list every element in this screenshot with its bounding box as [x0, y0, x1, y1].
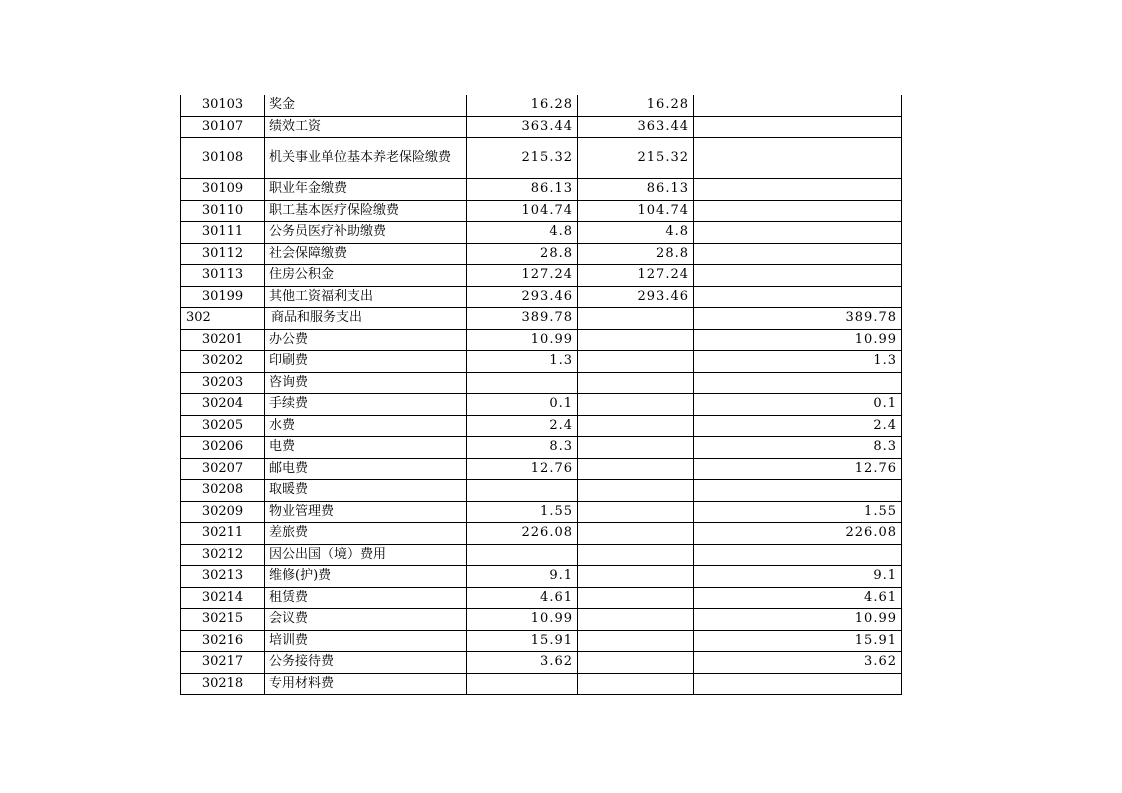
table-row	[181, 609, 902, 631]
basic-expenditure-cell: 363.44	[578, 116, 694, 138]
item-name-cell: 绩效工资	[265, 116, 467, 138]
total-cell: 104.74	[467, 200, 578, 222]
item-name-cell: 其他工资福利支出	[265, 286, 467, 308]
economic-code-cell: 30201	[181, 329, 265, 351]
project-expenditure-cell: 10.99	[694, 609, 902, 631]
economic-code-cell: 30215	[181, 609, 265, 631]
economic-code-cell: 30217	[181, 652, 265, 674]
economic-code-cell: 302	[181, 308, 265, 330]
item-name-cell: 电费	[265, 437, 467, 459]
table-row	[181, 587, 902, 609]
total-cell: 86.13	[467, 179, 578, 201]
basic-expenditure-cell	[578, 523, 694, 545]
economic-code-cell: 30207	[181, 458, 265, 480]
expenditure-table	[180, 95, 902, 695]
economic-code-cell: 30108	[181, 138, 265, 179]
table-row	[181, 138, 902, 179]
table-row	[181, 394, 902, 416]
economic-code-cell: 30203	[181, 372, 265, 394]
item-name-cell: 住房公积金	[265, 265, 467, 287]
table-row	[181, 523, 902, 545]
project-expenditure-cell	[694, 265, 902, 287]
total-cell: 363.44	[467, 116, 578, 138]
total-cell	[467, 372, 578, 394]
table-row	[181, 652, 902, 674]
project-expenditure-cell	[694, 200, 902, 222]
economic-code-cell: 30107	[181, 116, 265, 138]
economic-code-cell: 30212	[181, 544, 265, 566]
table-row	[181, 415, 902, 437]
basic-expenditure-cell: 293.46	[578, 286, 694, 308]
total-cell: 9.1	[467, 566, 578, 588]
item-name-cell: 差旅费	[265, 523, 467, 545]
total-cell: 215.32	[467, 138, 578, 179]
table-row	[181, 116, 902, 138]
project-expenditure-cell: 0.1	[694, 394, 902, 416]
basic-expenditure-cell: 127.24	[578, 265, 694, 287]
project-expenditure-cell: 10.99	[694, 329, 902, 351]
economic-code-cell: 30112	[181, 243, 265, 265]
project-expenditure-cell: 2.4	[694, 415, 902, 437]
item-name-cell: 水费	[265, 415, 467, 437]
total-cell: 8.3	[467, 437, 578, 459]
economic-code-cell: 30202	[181, 351, 265, 373]
item-name-cell: 物业管理费	[265, 501, 467, 523]
total-cell: 10.99	[467, 609, 578, 631]
economic-code-cell: 30208	[181, 480, 265, 502]
item-name-cell: 咨询费	[265, 372, 467, 394]
total-cell: 127.24	[467, 265, 578, 287]
table-row	[181, 372, 902, 394]
total-cell: 3.62	[467, 652, 578, 674]
table-row	[181, 222, 902, 244]
project-expenditure-cell	[694, 673, 902, 695]
project-expenditure-cell: 8.3	[694, 437, 902, 459]
table-row	[181, 566, 902, 588]
economic-code-cell: 30204	[181, 394, 265, 416]
basic-expenditure-cell: 86.13	[578, 179, 694, 201]
table-row	[181, 200, 902, 222]
project-expenditure-cell	[694, 286, 902, 308]
basic-expenditure-cell	[578, 652, 694, 674]
economic-code-cell: 30206	[181, 437, 265, 459]
table-row	[181, 179, 902, 201]
table-row	[181, 544, 902, 566]
table-row	[181, 501, 902, 523]
basic-expenditure-cell: 215.32	[578, 138, 694, 179]
basic-expenditure-cell	[578, 587, 694, 609]
basic-expenditure-cell	[578, 308, 694, 330]
basic-expenditure-cell	[578, 372, 694, 394]
total-cell	[467, 480, 578, 502]
table-row	[181, 95, 902, 116]
economic-code-cell: 30110	[181, 200, 265, 222]
total-cell: 1.3	[467, 351, 578, 373]
basic-expenditure-cell: 104.74	[578, 200, 694, 222]
total-cell: 2.4	[467, 415, 578, 437]
item-name-cell: 公务员医疗补助缴费	[265, 222, 467, 244]
total-cell: 28.8	[467, 243, 578, 265]
basic-expenditure-cell	[578, 415, 694, 437]
item-name-cell: 培训费	[265, 630, 467, 652]
table-row	[181, 286, 902, 308]
total-cell: 16.28	[467, 95, 578, 116]
project-expenditure-cell: 3.62	[694, 652, 902, 674]
item-name-cell: 商品和服务支出	[265, 308, 467, 330]
expenditure-table-body	[181, 95, 902, 695]
project-expenditure-cell: 12.76	[694, 458, 902, 480]
economic-code-cell: 30216	[181, 630, 265, 652]
basic-expenditure-cell: 4.8	[578, 222, 694, 244]
project-expenditure-cell	[694, 95, 902, 116]
item-name-cell: 奖金	[265, 95, 467, 116]
table-row-category	[181, 308, 902, 330]
basic-expenditure-cell	[578, 609, 694, 631]
economic-code-cell: 30218	[181, 673, 265, 695]
table-row	[181, 265, 902, 287]
basic-expenditure-cell	[578, 673, 694, 695]
item-name-cell: 会议费	[265, 609, 467, 631]
economic-code-cell: 30109	[181, 179, 265, 201]
project-expenditure-cell: 389.78	[694, 308, 902, 330]
item-name-cell: 维修(护)费	[265, 566, 467, 588]
item-name-cell: 职业年金缴费	[265, 179, 467, 201]
economic-code-cell: 30111	[181, 222, 265, 244]
basic-expenditure-cell	[578, 437, 694, 459]
economic-code-cell: 30209	[181, 501, 265, 523]
project-expenditure-cell: 4.61	[694, 587, 902, 609]
table-row	[181, 458, 902, 480]
economic-code-cell: 30103	[181, 95, 265, 116]
item-name-cell: 公务接待费	[265, 652, 467, 674]
project-expenditure-cell	[694, 222, 902, 244]
project-expenditure-cell	[694, 116, 902, 138]
total-cell	[467, 673, 578, 695]
total-cell	[467, 544, 578, 566]
total-cell: 226.08	[467, 523, 578, 545]
item-name-cell: 因公出国（境）费用	[265, 544, 467, 566]
item-name-cell: 机关事业单位基本养老保险缴费	[265, 138, 467, 179]
basic-expenditure-cell	[578, 329, 694, 351]
economic-code-cell: 30113	[181, 265, 265, 287]
project-expenditure-cell	[694, 138, 902, 179]
total-cell: 4.61	[467, 587, 578, 609]
project-expenditure-cell: 15.91	[694, 630, 902, 652]
item-name-cell: 职工基本医疗保险缴费	[265, 200, 467, 222]
item-name-cell: 印刷费	[265, 351, 467, 373]
table-row	[181, 243, 902, 265]
total-cell: 293.46	[467, 286, 578, 308]
project-expenditure-cell	[694, 243, 902, 265]
basic-expenditure-cell	[578, 351, 694, 373]
basic-expenditure-cell	[578, 480, 694, 502]
basic-expenditure-cell	[578, 566, 694, 588]
basic-expenditure-cell: 28.8	[578, 243, 694, 265]
item-name-cell: 社会保障缴费	[265, 243, 467, 265]
total-cell: 0.1	[467, 394, 578, 416]
table-row	[181, 480, 902, 502]
item-name-cell: 租赁费	[265, 587, 467, 609]
project-expenditure-cell: 1.3	[694, 351, 902, 373]
total-cell: 4.8	[467, 222, 578, 244]
project-expenditure-cell: 226.08	[694, 523, 902, 545]
total-cell: 1.55	[467, 501, 578, 523]
basic-expenditure-cell	[578, 630, 694, 652]
economic-code-cell: 30213	[181, 566, 265, 588]
economic-code-cell: 30205	[181, 415, 265, 437]
table-row	[181, 351, 902, 373]
economic-code-cell: 30199	[181, 286, 265, 308]
basic-expenditure-cell: 16.28	[578, 95, 694, 116]
project-expenditure-cell	[694, 544, 902, 566]
basic-expenditure-cell	[578, 501, 694, 523]
total-cell: 12.76	[467, 458, 578, 480]
total-cell: 10.99	[467, 329, 578, 351]
item-name-cell: 邮电费	[265, 458, 467, 480]
economic-code-cell: 30211	[181, 523, 265, 545]
total-cell: 15.91	[467, 630, 578, 652]
table-row	[181, 630, 902, 652]
economic-code-cell: 30214	[181, 587, 265, 609]
basic-expenditure-cell	[578, 544, 694, 566]
project-expenditure-cell	[694, 480, 902, 502]
item-name-cell: 手续费	[265, 394, 467, 416]
item-name-cell: 取暖费	[265, 480, 467, 502]
project-expenditure-cell: 9.1	[694, 566, 902, 588]
basic-expenditure-cell	[578, 458, 694, 480]
total-cell: 389.78	[467, 308, 578, 330]
table-row	[181, 329, 902, 351]
project-expenditure-cell	[694, 372, 902, 394]
basic-expenditure-cell	[578, 394, 694, 416]
item-name-cell: 办公费	[265, 329, 467, 351]
table-row	[181, 437, 902, 459]
project-expenditure-cell: 1.55	[694, 501, 902, 523]
table-row	[181, 673, 902, 695]
project-expenditure-cell	[694, 179, 902, 201]
item-name-cell: 专用材料费	[265, 673, 467, 695]
